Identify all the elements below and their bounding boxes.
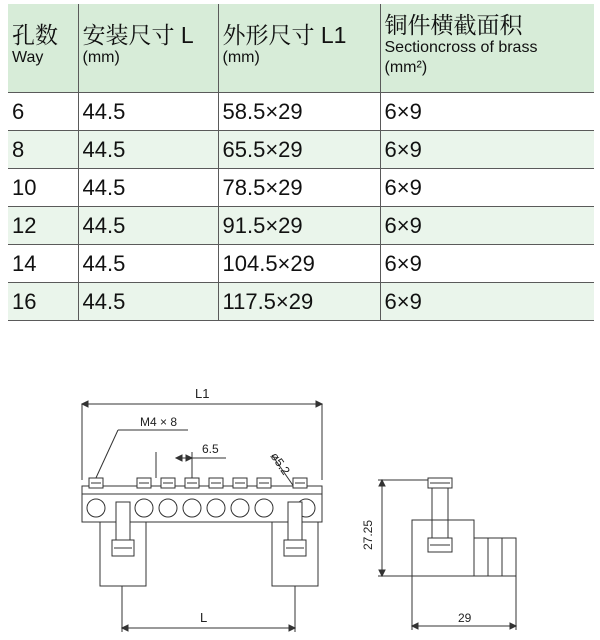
header-cross-section (380, 4, 594, 92)
table-row (8, 206, 594, 244)
cell-outline-size: 91.5×29 (218, 206, 380, 244)
terminal-hole (231, 499, 249, 517)
cell-cross-section: 6×9 (380, 92, 594, 130)
cell-outline-size: 104.5×29 (218, 244, 380, 282)
label-screw-size: M4 × 8 (140, 415, 178, 429)
terminal-hole (183, 499, 201, 517)
cell-install-size: 44.5 (78, 168, 218, 206)
cell-outline-size: 117.5×29 (218, 282, 380, 320)
cell-outline-size: 65.5×29 (218, 130, 380, 168)
header-outline-size-cn: 外形尺寸 L1 (222, 22, 347, 48)
cell-cross-section: 6×9 (380, 168, 594, 206)
table-row (8, 244, 594, 282)
header-cross-section-cn: 铜件横截面积 (384, 12, 523, 38)
table-row (8, 168, 594, 206)
terminal-hole (87, 499, 105, 517)
cell-way: 6 (8, 92, 78, 130)
header-outline-size (218, 4, 380, 92)
cell-install-size: 44.5 (78, 282, 218, 320)
header-row (8, 4, 594, 92)
cell-way: 16 (8, 282, 78, 320)
cell-outline-size: 58.5×29 (218, 92, 380, 130)
cell-install-size: 44.5 (78, 130, 218, 168)
side-step (474, 538, 516, 576)
header-outline-size-unit: (mm) (222, 49, 260, 66)
cell-way: 8 (8, 130, 78, 168)
terminal-hole (159, 499, 177, 517)
header-cross-section-unit: (mm²) (384, 59, 428, 76)
table-row (8, 282, 594, 320)
cell-way: 12 (8, 206, 78, 244)
label-hole-dia: ø5.2 (267, 449, 293, 478)
cell-cross-section: 6×9 (380, 282, 594, 320)
cell-outline-size: 78.5×29 (218, 168, 380, 206)
header-install-size-unit: (mm) (82, 49, 120, 66)
table-row (8, 130, 594, 168)
cell-cross-section: 6×9 (380, 244, 594, 282)
header-way (8, 4, 78, 92)
table-row (8, 92, 594, 130)
cell-cross-section: 6×9 (380, 130, 594, 168)
header-install-size-cn: 安装尺寸 L (82, 22, 194, 48)
label-height: 27.25 (361, 519, 375, 550)
cell-way: 14 (8, 244, 78, 282)
spec-table (8, 4, 594, 321)
header-way-cn: 孔数 (12, 22, 58, 48)
terminal-hole (255, 499, 273, 517)
cell-way: 10 (8, 168, 78, 206)
cell-install-size: 44.5 (78, 244, 218, 282)
terminal-hole (135, 499, 153, 517)
header-cross-section-en: Sectioncross of brass (384, 39, 538, 56)
cell-install-size: 44.5 (78, 206, 218, 244)
terminal-block-drawing (0, 360, 600, 640)
terminal-hole (207, 499, 225, 517)
screw-leader-d (95, 430, 118, 480)
label-l1: L1 (195, 386, 210, 401)
header-way-en: Way (12, 49, 44, 66)
label-l: L (200, 610, 208, 625)
cell-cross-section: 6×9 (380, 206, 594, 244)
label-width: 29 (458, 611, 472, 625)
cell-install-size: 44.5 (78, 92, 218, 130)
label-pitch: 6.5 (202, 442, 219, 456)
header-install-size (78, 4, 218, 92)
